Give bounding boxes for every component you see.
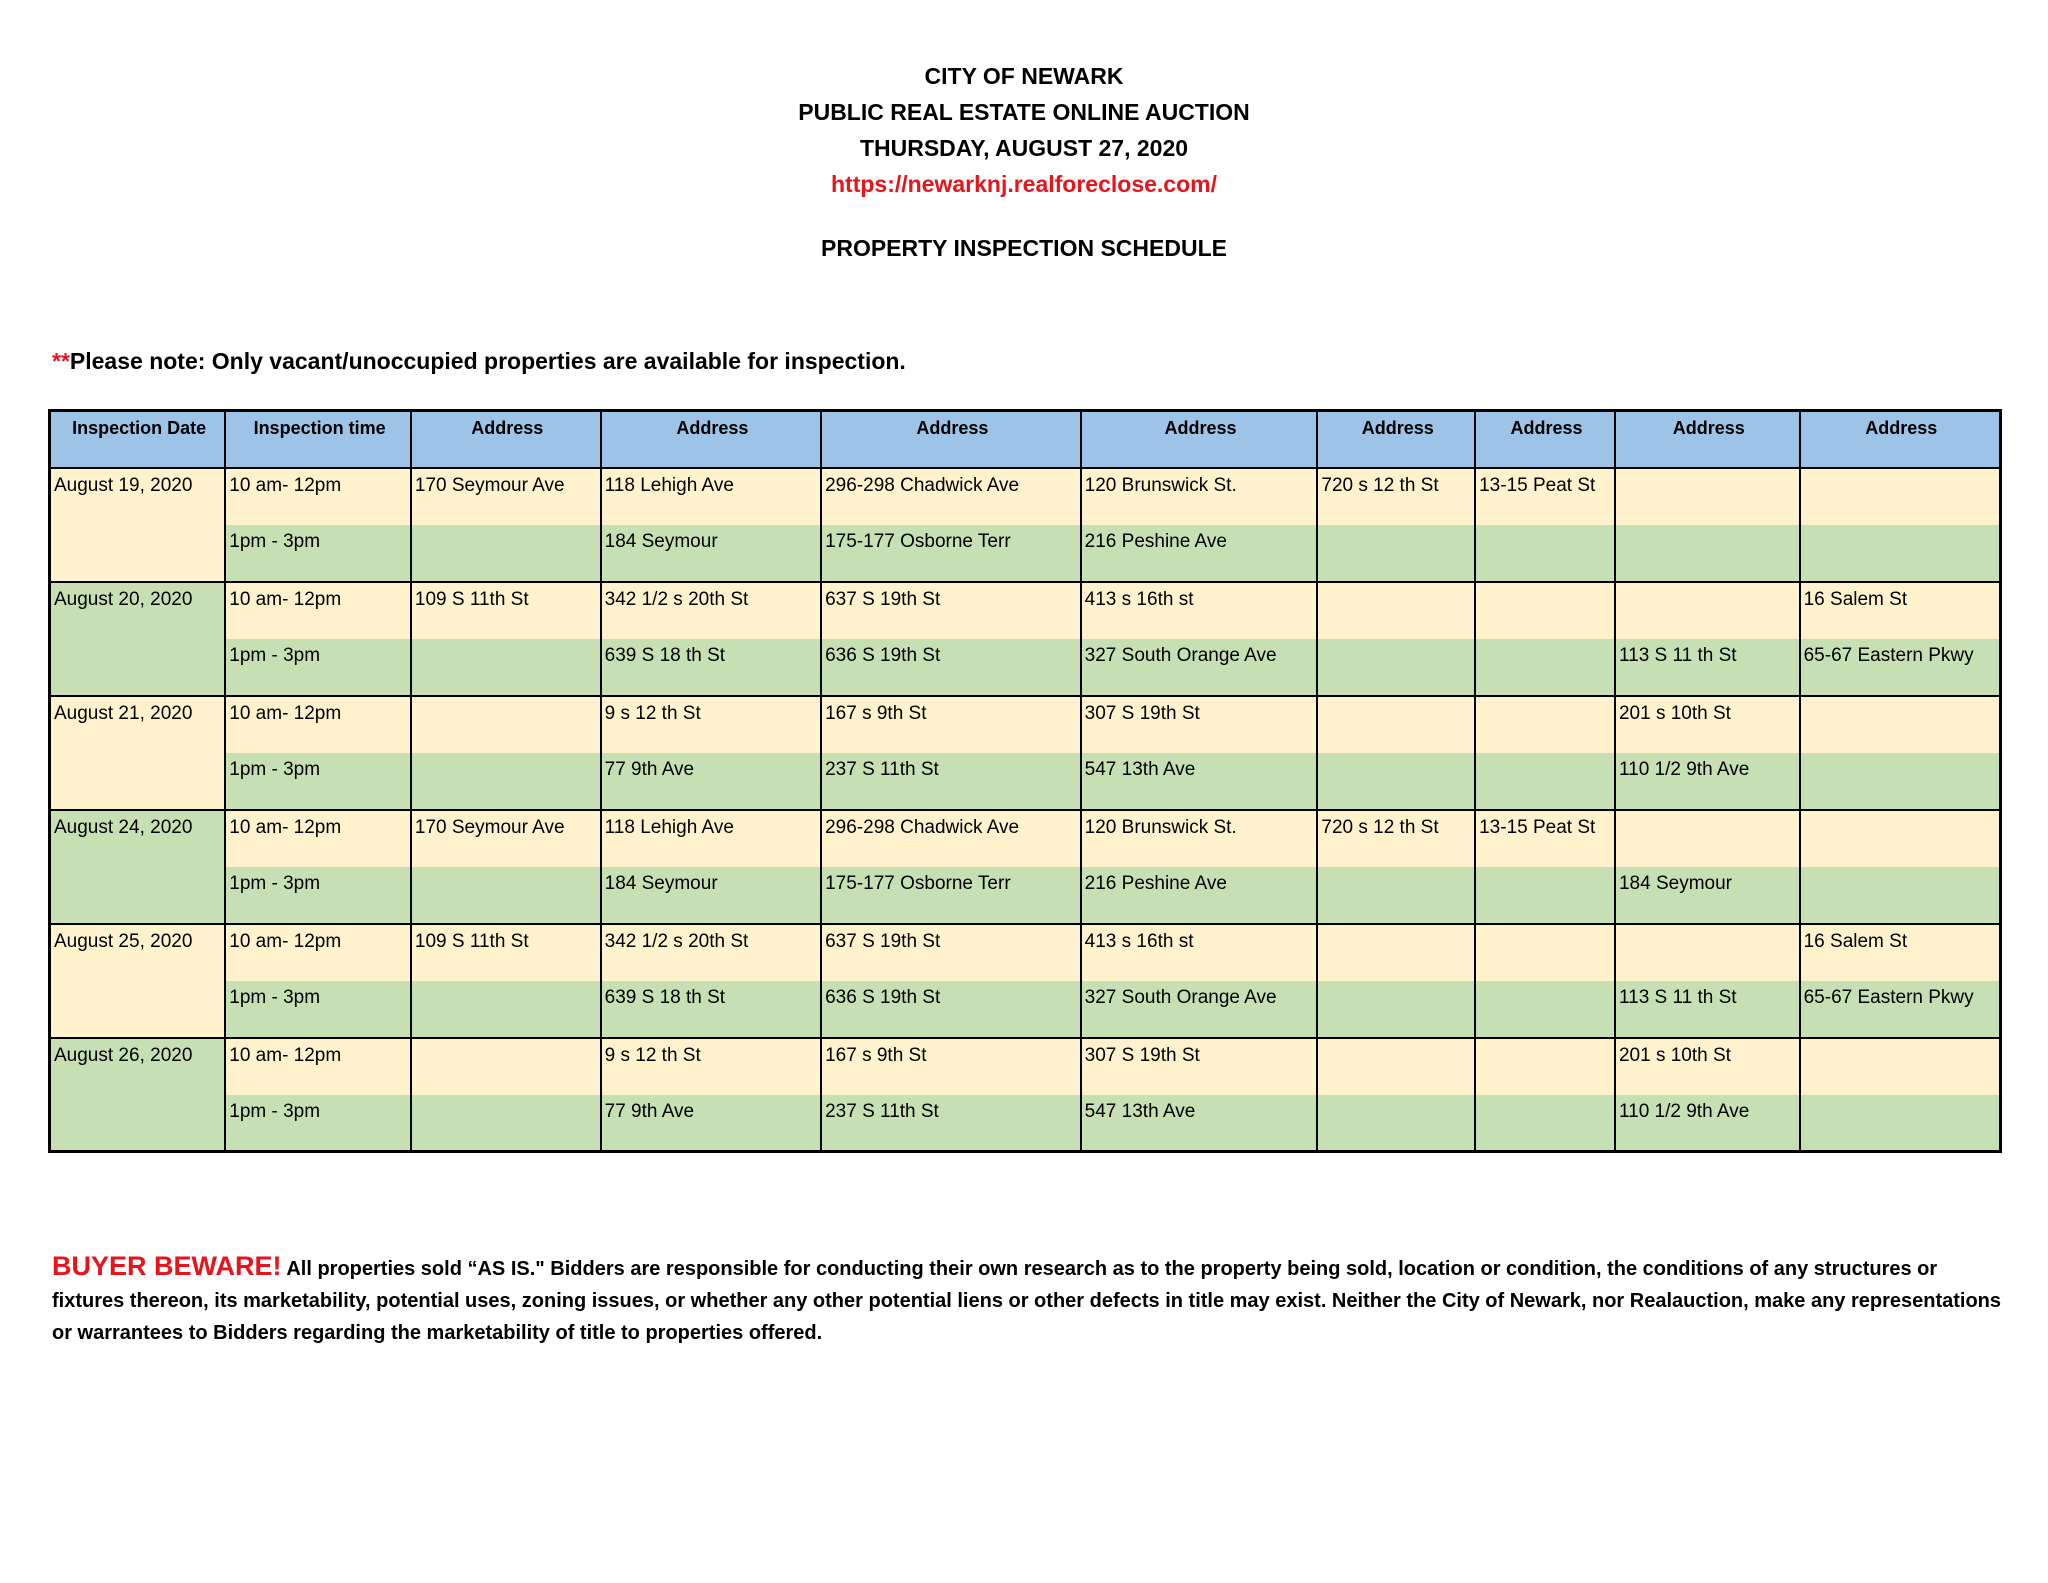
inspection-date-cell: August 20, 2020 [50,582,226,696]
auction-date: THURSDAY, AUGUST 27, 2020 [859,135,1189,161]
address-cell: 637 S 19th St [821,924,1081,981]
address-cell: 13-15 Peat St [1475,468,1615,525]
schedule-title: PROPERTY INSPECTION SCHEDULE [821,235,1227,261]
inspection-time-cell: 10 am- 12pm [225,582,411,639]
inspection-time-cell: 10 am- 12pm [225,468,411,525]
address-cell: 342 1/2 s 20th St [601,924,821,981]
address-cell [1800,1038,2001,1095]
address-cell [411,867,601,924]
address-cell: 110 1/2 9th Ave [1615,753,1800,810]
inspection-time-cell: 1pm - 3pm [225,639,411,696]
address-cell: 175-177 Osborne Terr [821,867,1081,924]
buyer-beware-title: BUYER BEWARE! [52,1251,282,1281]
note-asterisks: ** [52,348,70,374]
address-cell [1800,696,2001,753]
address-cell [1800,525,2001,582]
address-cell [1317,1038,1475,1095]
inspection-time-cell: 10 am- 12pm [225,924,411,981]
address-cell: 167 s 9th St [821,1038,1081,1095]
table-body [50,468,2001,1152]
address-cell [1800,753,2001,810]
address-cell: 9 s 12 th St [601,1038,821,1095]
column-header: Address [601,411,821,468]
address-cell: 184 Seymour [601,867,821,924]
address-cell: 109 S 11th St [411,924,601,981]
address-cell: 327 South Orange Ave [1081,639,1318,696]
address-cell: 113 S 11 th St [1615,981,1800,1038]
address-cell [411,696,601,753]
inspection-time-cell: 1pm - 3pm [225,867,411,924]
address-cell: 307 S 19th St [1081,696,1318,753]
address-cell [1615,525,1800,582]
table-row [50,810,2001,867]
inspection-time-cell: 10 am- 12pm [225,1038,411,1095]
address-cell: 120 Brunswick St. [1081,810,1318,867]
inspection-time-cell: 10 am- 12pm [225,810,411,867]
column-header: Address [1475,411,1615,468]
address-cell [1317,525,1475,582]
address-cell: 547 13th Ave [1081,753,1318,810]
address-cell: 720 s 12 th St [1317,810,1475,867]
column-header: Inspection time [225,411,411,468]
table-row [50,1095,2001,1152]
table-row [50,981,2001,1038]
table-row [50,1038,2001,1095]
address-cell [1317,753,1475,810]
address-cell [1317,582,1475,639]
inspection-time-cell: 1pm - 3pm [225,525,411,582]
table-header-row [50,411,2001,468]
address-cell [1475,696,1615,753]
address-cell [1615,924,1800,981]
address-cell [1317,1095,1475,1152]
address-cell: 120 Brunswick St. [1081,468,1318,525]
inspection-date-cell: August 25, 2020 [50,924,226,1038]
address-cell: 342 1/2 s 20th St [601,582,821,639]
table-row [50,924,2001,981]
address-cell: 296-298 Chadwick Ave [821,468,1081,525]
address-cell: 16 Salem St [1800,924,2001,981]
inspection-time-cell: 10 am- 12pm [225,696,411,753]
address-cell: 77 9th Ave [601,1095,821,1152]
buyer-beware-disclaimer [52,1250,2002,1349]
address-cell: 720 s 12 th St [1317,468,1475,525]
address-cell [411,639,601,696]
address-cell: 175-177 Osborne Terr [821,525,1081,582]
address-cell: 9 s 12 th St [601,696,821,753]
address-cell [1615,468,1800,525]
column-header: Address [1615,411,1800,468]
address-cell: 118 Lehigh Ave [601,468,821,525]
table-row [50,582,2001,639]
address-cell: 170 Seymour Ave [411,468,601,525]
address-cell [1475,525,1615,582]
address-cell [411,525,601,582]
address-cell: 65-67 Eastern Pkwy [1800,639,2001,696]
address-cell: 184 Seymour [601,525,821,582]
address-cell [1475,753,1615,810]
inspection-date-cell: August 26, 2020 [50,1038,226,1152]
address-cell: 16 Salem St [1800,582,2001,639]
buyer-beware-text: All properties sold “AS IS." Bidders are responsible for conducting their own research as to the property being sold, location or condition, the conditions of any structures or fixtures thereon, its marketability, potential uses, zoning issues, or whether any other potential liens or other defects in title may exist. Neither the City of Newark, nor Realauction, make any representations or warrantees to Bidders regarding the marketability of title to properties offered. [52,1258,2002,1344]
address-cell: 639 S 18 th St [601,981,821,1038]
address-cell [1475,1095,1615,1152]
address-cell [411,981,601,1038]
table-row [50,696,2001,753]
address-cell: 77 9th Ave [601,753,821,810]
address-cell [1800,1095,2001,1152]
address-cell: 110 1/2 9th Ave [1615,1095,1800,1152]
address-cell: 237 S 11th St [821,1095,1081,1152]
address-cell: 547 13th Ave [1081,1095,1318,1152]
address-cell [1317,981,1475,1038]
address-cell [1475,639,1615,696]
address-cell [1475,924,1615,981]
address-cell [1800,468,2001,525]
address-cell [411,1095,601,1152]
address-cell: 216 Peshine Ave [1081,525,1318,582]
note-text: Please note: Only vacant/unoccupied properties are available for inspection. [69,348,906,374]
address-cell [1615,582,1800,639]
column-header: Address [1800,411,2001,468]
table-row [50,468,2001,525]
inspection-time-cell: 1pm - 3pm [225,1095,411,1152]
column-header: Inspection Date [50,411,226,468]
column-header: Address [821,411,1081,468]
address-cell: 109 S 11th St [411,582,601,639]
address-cell: 637 S 19th St [821,582,1081,639]
address-cell [1317,639,1475,696]
address-cell: 636 S 19th St [821,639,1081,696]
address-cell [1475,1038,1615,1095]
address-cell: 65-67 Eastern Pkwy [1800,981,2001,1038]
address-cell: 639 S 18 th St [601,639,821,696]
auction-url-link[interactable]: https://newarknj.realforeclose.com/ [830,171,1217,197]
inspection-schedule-table [48,409,2002,1153]
address-cell: 201 s 10th St [1615,1038,1800,1095]
table-row [50,639,2001,696]
address-cell [411,753,601,810]
inspection-date-cell: August 19, 2020 [50,468,226,582]
inspection-time-cell: 1pm - 3pm [225,981,411,1038]
address-cell: 13-15 Peat St [1475,810,1615,867]
address-cell [1475,582,1615,639]
inspection-date-cell: August 24, 2020 [50,810,226,924]
column-header: Address [1317,411,1475,468]
address-cell [1317,924,1475,981]
city-title: CITY OF NEWARK [924,63,1124,89]
address-cell [1475,867,1615,924]
address-cell [1475,981,1615,1038]
table-row [50,525,2001,582]
document-header [0,58,2048,266]
address-cell: 118 Lehigh Ave [601,810,821,867]
inspection-note [52,348,906,375]
address-cell: 296-298 Chadwick Ave [821,810,1081,867]
address-cell: 307 S 19th St [1081,1038,1318,1095]
address-cell [1800,867,2001,924]
auction-title: PUBLIC REAL ESTATE ONLINE AUCTION [798,99,1250,125]
address-cell [1317,696,1475,753]
address-cell: 216 Peshine Ave [1081,867,1318,924]
address-cell: 201 s 10th St [1615,696,1800,753]
inspection-time-cell: 1pm - 3pm [225,753,411,810]
address-cell: 170 Seymour Ave [411,810,601,867]
address-cell: 113 S 11 th St [1615,639,1800,696]
address-cell: 636 S 19th St [821,981,1081,1038]
address-cell: 413 s 16th st [1081,582,1318,639]
table-row [50,867,2001,924]
table-row [50,753,2001,810]
column-header: Address [411,411,601,468]
address-cell [411,1038,601,1095]
column-header: Address [1081,411,1318,468]
inspection-date-cell: August 21, 2020 [50,696,226,810]
address-cell: 327 South Orange Ave [1081,981,1318,1038]
address-cell: 413 s 16th st [1081,924,1318,981]
address-cell [1615,810,1800,867]
address-cell: 167 s 9th St [821,696,1081,753]
address-cell: 237 S 11th St [821,753,1081,810]
address-cell [1800,810,2001,867]
address-cell [1317,867,1475,924]
address-cell: 184 Seymour [1615,867,1800,924]
